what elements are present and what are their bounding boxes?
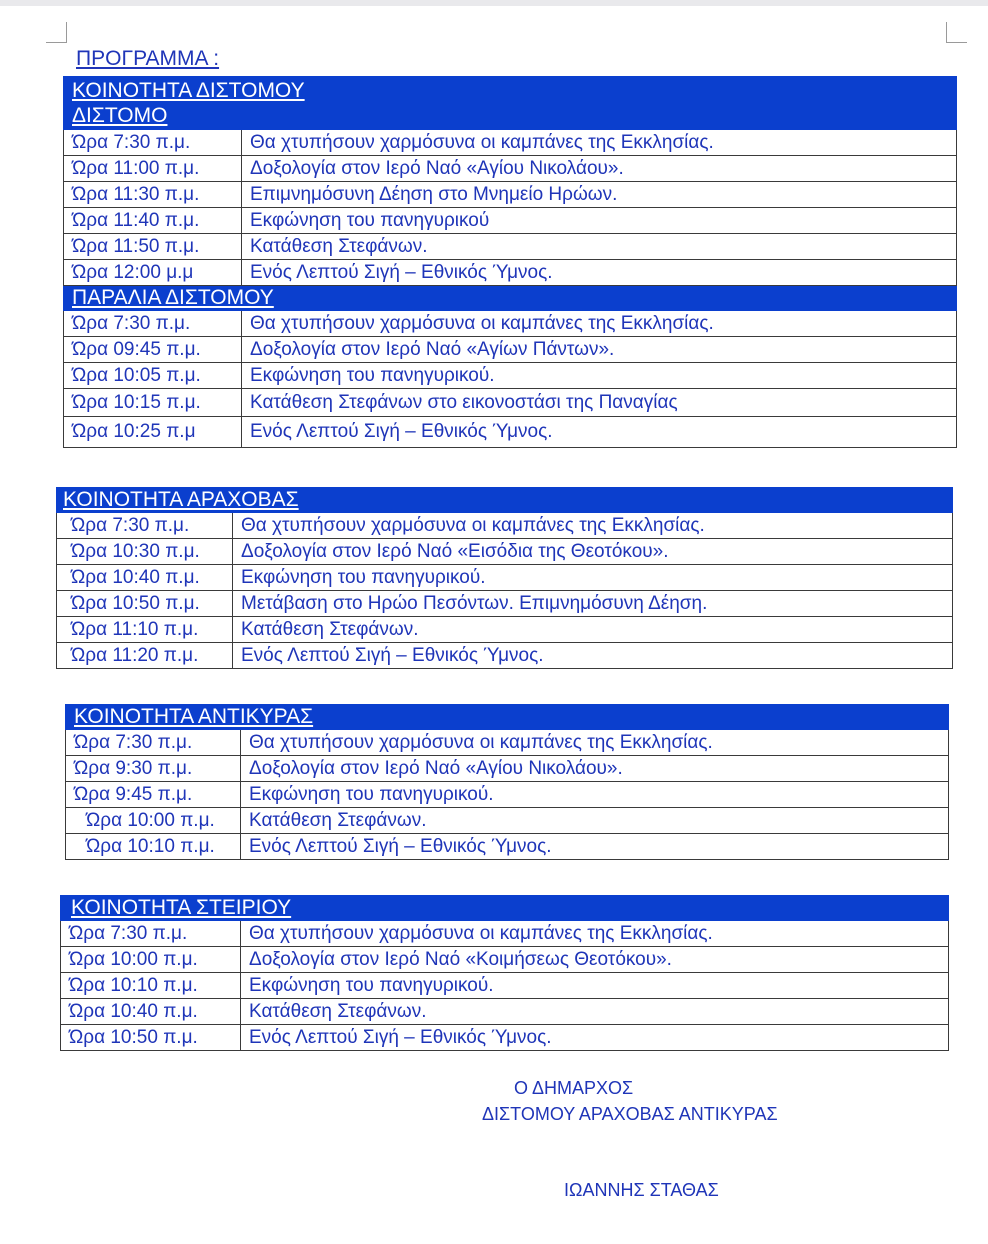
time-cell: Ώρα 10:50 π.μ.: [61, 1025, 241, 1051]
event-cell: Θα χτυπήσουν χαρμόσυνα οι καμπάνες της Εκκλησίας.: [242, 311, 957, 337]
schedule-table-steiri: [60, 895, 949, 1051]
event-cell: Δοξολογία στον Ιερό Ναό «Αγίου Νικολάου».: [241, 756, 949, 782]
time-cell: Ώρα 7:30 π.μ.: [64, 311, 242, 337]
event-cell: Δοξολογία στον Ιερό Ναό «Κοιμήσεως Θεοτόκου».: [241, 947, 949, 973]
time-cell: Ώρα 10:10 π.μ.: [66, 834, 241, 860]
event-cell: Ενός Λεπτού Σιγή – Εθνικός Ύμνος.: [241, 834, 949, 860]
event-cell: Δοξολογία στον Ιερό Ναό «Αγίου Νικολάου».: [242, 156, 957, 182]
event-cell: Δοξολογία στον Ιερό Ναό «Εισόδια της Θεοτόκου».: [233, 539, 953, 565]
page-corner-mark-right: [946, 22, 967, 43]
time-cell: Ώρα 10:40 π.μ.: [61, 999, 241, 1025]
section-title: ΚΟΙΝΟΤΗΤΑ ΣΤΕΙΡΙΟΥ: [61, 896, 949, 921]
table-row: [57, 643, 953, 669]
time-cell: Ώρα 7:30 π.μ.: [61, 921, 241, 947]
time-cell: Ώρα 10:10 π.μ.: [61, 973, 241, 999]
time-cell: Ώρα 10:30 π.μ.: [57, 539, 233, 565]
table-row: [64, 156, 957, 182]
event-cell: Κατάθεση Στεφάνων.: [241, 999, 949, 1025]
section-header-steiri: [61, 896, 949, 921]
table-row: [66, 782, 949, 808]
window-top-bar: [0, 0, 988, 6]
event-cell: Μετάβαση στο Ηρώο Πεσόντων. Επιμνημόσυνη Δέηση.: [233, 591, 953, 617]
event-cell: Κατάθεση Στεφάνων.: [242, 234, 957, 260]
time-cell: Ώρα 7:30 π.μ.: [64, 130, 242, 156]
table-row: [64, 208, 957, 234]
section-subtitle: ΔΙΣΤΟΜΟ: [72, 104, 168, 127]
table-row: [61, 973, 949, 999]
table-row: [64, 182, 957, 208]
table-row: [57, 591, 953, 617]
table-row: [64, 389, 957, 417]
table-row: [64, 130, 957, 156]
event-cell: Εκφώνηση του πανηγυρικού.: [241, 973, 949, 999]
table-row: [61, 1025, 949, 1051]
time-cell: Ώρα 11:40 π.μ.: [64, 208, 242, 234]
time-cell: Ώρα 10:05 π.μ.: [64, 363, 242, 389]
event-cell: Θα χτυπήσουν χαρμόσυνα οι καμπάνες της Εκκλησίας.: [241, 730, 949, 756]
page-corner-mark-left: [46, 22, 67, 43]
time-cell: Ώρα 11:10 π.μ.: [57, 617, 233, 643]
table-row: [64, 234, 957, 260]
page-title: ΠΡΟΓΡΑΜΜΑ :: [76, 47, 220, 70]
table-row: [61, 947, 949, 973]
time-cell: Ώρα 10:15 π.μ.: [64, 389, 242, 417]
section-title: ΚΟΙΝΟΤΗΤΑ ΑΝΤΙΚΥΡΑΣ: [66, 705, 949, 730]
section-header-distomo: [64, 77, 957, 130]
schedule-table-antikyra: [65, 704, 949, 860]
time-cell: Ώρα 7:30 π.μ.: [57, 513, 233, 539]
event-cell: Εκφώνηση του πανηγυρικού.: [241, 782, 949, 808]
event-cell: Εκφώνηση του πανηγυρικού.: [233, 565, 953, 591]
table-row: [57, 565, 953, 591]
signature-title: Ο ΔΗΜΑΡΧΟΣ: [514, 1078, 634, 1098]
time-cell: Ώρα 11:50 π.μ.: [64, 234, 242, 260]
table-row: [64, 260, 957, 286]
event-cell: Κατάθεση Στεφάνων στο εικονοστάσι της Παναγίας: [242, 389, 957, 417]
table-row: [64, 417, 957, 448]
event-cell: Δοξολογία στον Ιερό Ναό «Αγίων Πάντων».: [242, 337, 957, 363]
event-cell: Ενός Λεπτού Σιγή – Εθνικός Ύμνος.: [242, 417, 957, 448]
table-row: [61, 999, 949, 1025]
event-cell: Θα χτυπήσουν χαρμόσυνα οι καμπάνες της Εκκλησίας.: [233, 513, 953, 539]
signature-name: ΙΩΑΝΝΗΣ ΣΤΑΘΑΣ: [564, 1180, 719, 1200]
event-cell: Εκφώνηση του πανηγυρικού.: [242, 363, 957, 389]
time-cell: Ώρα 10:25 π.μ: [64, 417, 242, 448]
event-cell: Ενός Λεπτού Σιγή – Εθνικός Ύμνος.: [242, 260, 957, 286]
schedule-table-arachova: [56, 487, 953, 669]
section-header-arachova: [57, 488, 953, 513]
table-row: [64, 337, 957, 363]
time-cell: Ώρα 10:00 π.μ.: [61, 947, 241, 973]
time-cell: Ώρα 10:40 π.μ.: [57, 565, 233, 591]
table-row: [66, 756, 949, 782]
table-row: [57, 513, 953, 539]
section-title: ΚΟΙΝΟΤΗΤΑ ΑΡΑΧΟΒΑΣ: [57, 488, 953, 513]
event-cell: Ενός Λεπτού Σιγή – Εθνικός Ύμνος.: [233, 643, 953, 669]
section-header-antikyra: [66, 705, 949, 730]
time-cell: Ώρα 9:45 π.μ.: [66, 782, 241, 808]
table-row: [64, 363, 957, 389]
time-cell: Ώρα 10:50 π.μ.: [57, 591, 233, 617]
signature-municipality: ΔΙΣΤΟΜΟΥ ΑΡΑΧΟΒΑΣ ΑΝΤΙΚΥΡΑΣ: [482, 1104, 778, 1124]
section-title: ΠΑΡΑΛΙΑ ΔΙΣΤΟΜΟΥ: [64, 286, 957, 311]
time-cell: Ώρα 09:45 π.μ.: [64, 337, 242, 363]
section-header-paralia: [64, 286, 957, 311]
time-cell: Ώρα 9:30 π.μ.: [66, 756, 241, 782]
time-cell: Ώρα 11:00 π.μ.: [64, 156, 242, 182]
event-cell: Κατάθεση Στεφάνων.: [241, 808, 949, 834]
table-row: [66, 834, 949, 860]
table-row: [57, 539, 953, 565]
time-cell: Ώρα 11:20 π.μ.: [57, 643, 233, 669]
event-cell: Θα χτυπήσουν χαρμόσυνα οι καμπάνες της Εκκλησίας.: [242, 130, 957, 156]
time-cell: Ώρα 10:00 π.μ.: [66, 808, 241, 834]
schedule-table-distomo: [63, 76, 957, 448]
time-cell: Ώρα 7:30 π.μ.: [66, 730, 241, 756]
event-cell: Εκφώνηση του πανηγυρικού: [242, 208, 957, 234]
table-row: [57, 617, 953, 643]
section-title: ΚΟΙΝΟΤΗΤΑ ΔΙΣΤΟΜΟΥ: [72, 79, 305, 102]
table-row: [64, 311, 957, 337]
time-cell: Ώρα 12:00 μ.μ: [64, 260, 242, 286]
table-row: [66, 808, 949, 834]
event-cell: Επιμνημόσυνη Δέηση στο Μνημείο Ηρώων.: [242, 182, 957, 208]
event-cell: Θα χτυπήσουν χαρμόσυνα οι καμπάνες της Εκκλησίας.: [241, 921, 949, 947]
table-row: [61, 921, 949, 947]
table-row: [66, 730, 949, 756]
time-cell: Ώρα 11:30 π.μ.: [64, 182, 242, 208]
event-cell: Ενός Λεπτού Σιγή – Εθνικός Ύμνος.: [241, 1025, 949, 1051]
event-cell: Κατάθεση Στεφάνων.: [233, 617, 953, 643]
